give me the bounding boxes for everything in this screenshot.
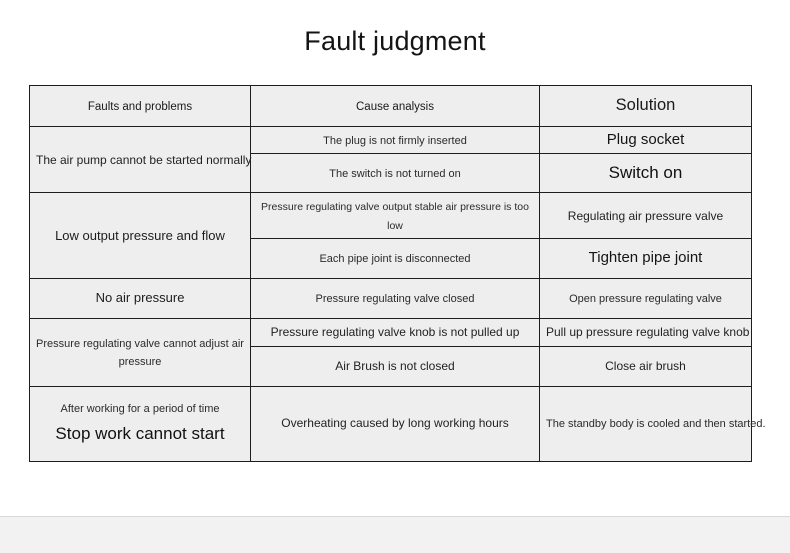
cause-cell-2-2 [251, 239, 540, 279]
fault-cell-3 [30, 279, 251, 319]
header-label-faults: Faults and problems [87, 100, 193, 113]
fault-label-5-line1: After working for a period of time [60, 403, 220, 416]
cause-label-2-1: Pressure regulating valve output stable air pressure is too low [261, 201, 529, 232]
solution-cell-1-2 [540, 154, 752, 193]
cause-label-4-2: Air Brush is not closed [335, 358, 455, 373]
cause-label-5-1: Overheating caused by long working hours [281, 416, 509, 431]
solution-label-1-2: Switch on [608, 163, 683, 183]
solution-label-2-1: Regulating air pressure valve [567, 208, 724, 223]
header-label-solution: Solution [615, 96, 676, 115]
solution-cell-3-1 [540, 279, 752, 319]
cause-label-4-1: Pressure regulating valve knob is not pulled up [270, 325, 520, 340]
table-row [30, 279, 752, 319]
cause-cell-2-1 [251, 193, 540, 239]
cause-cell-1-1 [251, 127, 540, 154]
fault-cell-4 [30, 319, 251, 386]
cause-cell-3-1 [251, 279, 540, 319]
fault-label-3: No air pressure [95, 290, 185, 306]
fault-cell-2 [30, 193, 251, 279]
solution-cell-5-1 [540, 386, 766, 461]
header-cell-faults [30, 86, 251, 127]
cause-label-3-1: Pressure regulating valve closed [315, 293, 475, 306]
solution-label-1-1: Plug socket [606, 131, 685, 148]
solution-cell-4-2 [540, 346, 752, 386]
cause-cell-1-2 [251, 154, 540, 193]
solution-cell-1-1 [540, 127, 752, 154]
page-title: Fault judgment [304, 26, 486, 56]
fault-label-4: Pressure regulating valve cannot adjust air pressure [36, 337, 244, 369]
solution-label-4-2: Close air brush [605, 358, 686, 373]
page-bottom-area [0, 516, 790, 553]
solution-cell-4-1 [540, 319, 752, 346]
fault-cell-5 [30, 386, 251, 461]
cause-label-1-2: The switch is not turned on [329, 168, 461, 181]
header-label-cause: Cause analysis [356, 100, 434, 113]
table-header-row [30, 86, 752, 127]
cause-cell-4-2 [251, 346, 540, 386]
table-row [30, 127, 752, 154]
solution-cell-2-2 [540, 239, 752, 279]
fault-label-2: Low output pressure and flow [55, 227, 225, 243]
table-row [30, 319, 752, 346]
fault-label-5-line2: Stop work cannot start [55, 424, 225, 444]
header-cell-cause [251, 86, 540, 127]
fault-judgment-table [29, 85, 766, 462]
solution-label-2-2: Tighten pipe joint [588, 249, 703, 267]
cause-cell-4-1 [251, 319, 540, 346]
table-row [30, 386, 752, 461]
solution-label-3-1: Open pressure regulating valve [569, 293, 722, 306]
table-row [30, 193, 752, 239]
cause-label-2-2: Each pipe joint is disconnected [319, 253, 471, 266]
fault-cell-1 [30, 127, 251, 193]
solution-label-4-1: Pull up pressure regulating valve knob [546, 325, 750, 340]
header-cell-solution [540, 86, 752, 127]
solution-label-5-1: The standby body is cooled and then started. [546, 418, 766, 431]
cause-label-1-1: The plug is not firmly inserted [323, 135, 467, 147]
fault-label-1: The air pump cannot be started normally [36, 152, 252, 167]
cause-cell-5-1 [251, 386, 540, 461]
solution-cell-2-1 [540, 193, 752, 239]
